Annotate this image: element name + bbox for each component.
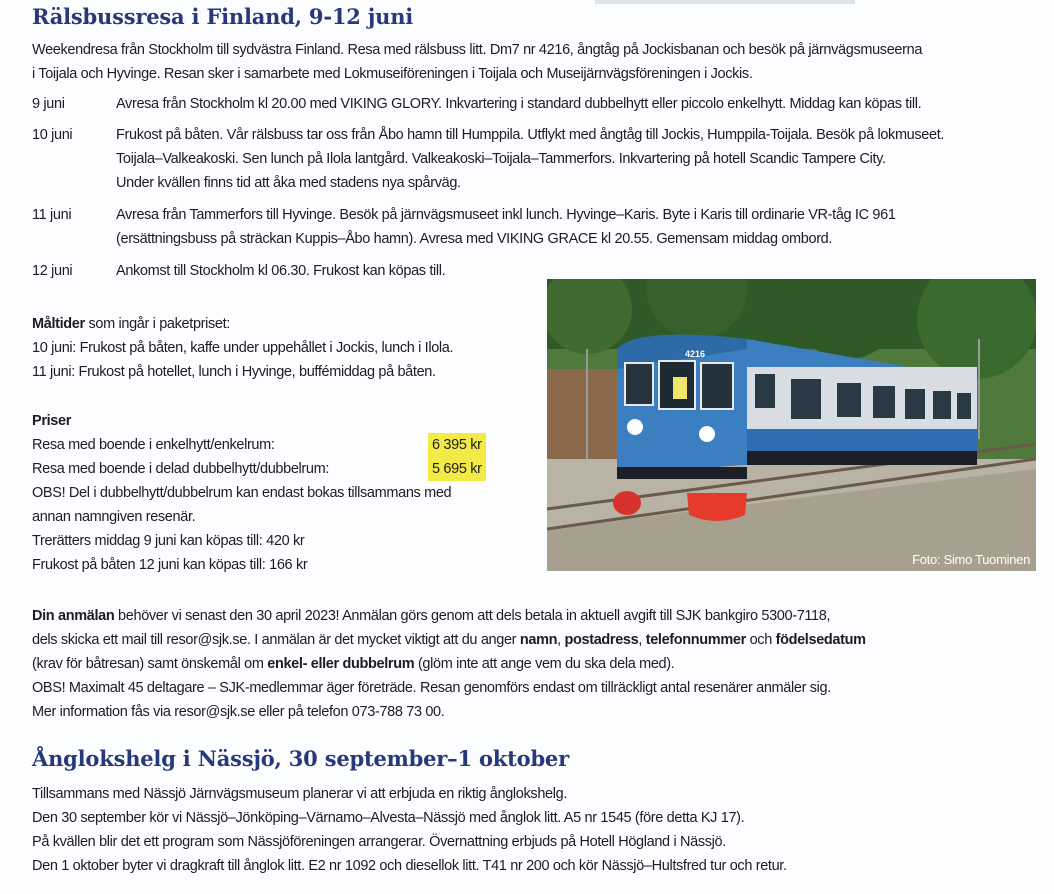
train-number-label: 4216: [685, 349, 706, 359]
itinerary-text: (ersättningsbuss på sträckan Kuppis–Åbo hamn). Avresa med VIKING GRACE kl 20.55. Gemensam middag ombord.: [116, 231, 833, 247]
itinerary-row: [32, 92, 1047, 116]
signup-text: ,: [638, 632, 646, 648]
signup-emph: namn: [519, 632, 558, 648]
railbus-illustration: [547, 279, 1036, 571]
itinerary-date: 11 juni: [32, 207, 72, 223]
signup-emph: telefonnummer: [645, 632, 746, 648]
intro-line: Weekendresa från Stockholm till sydvästra Finland. Resa med rälsbuss litt. Dm7 nr 4216, ångtåg på Jockisbanan och besök på järnvägsmuseerna: [32, 42, 923, 58]
meals-line: 10 juni: Frukost på båten, kaffe under uppehållet i Jockis, lunch i Ilola.: [32, 340, 454, 356]
signup-emph: födelsedatum: [775, 632, 866, 648]
event-line: Den 30 september kör vi Nässjö–Jönköping–Värnamo–Alvesta–Nässjö med ånglok litt. A5 nr 1545 (före detta KJ 17).: [32, 810, 745, 826]
itinerary-date: 10 juni: [32, 127, 73, 143]
photo-credit: Foto: Simo Tuominen: [912, 552, 1030, 567]
itinerary-text: Ankomst till Stockholm kl 06.30. Frukost kan köpas till.: [116, 263, 446, 279]
price-row: [32, 457, 532, 481]
itinerary-date: 9 juni: [32, 96, 65, 112]
itinerary-text: Under kvällen finns tid att åka med stadens nya spårväg.: [116, 175, 461, 191]
itinerary-text: Frukost på båten. Vår rälsbuss tar oss från Åbo hamn till Humppila. Utflykt med ångtåg till Jockis, Humppila-Toijala. Besök på lokmuseet.: [116, 127, 945, 143]
prices-heading: Priser: [32, 413, 72, 429]
signup-emph: postadress: [564, 632, 639, 648]
signup-section: [32, 604, 1032, 724]
event-paragraph: [32, 782, 1032, 878]
event-line: Tillsammans med Nässjö Järnvägsmuseum planerar vi att erbjuda en riktig ånglokshelg.: [32, 786, 568, 802]
price-label: Resa med boende i delad dubbelhytt/dubbelrum:: [32, 461, 330, 477]
event-line: På kvällen blir det ett program som Nässjöföreningen arrangerar. Övernattning erbjuds på Hotell Högland i Nässjö.: [32, 834, 726, 850]
meals-line: 11 juni: Frukost på hotellet, lunch i Hyvinge, buffémiddag på båten.: [32, 364, 436, 380]
itinerary-row: [32, 203, 1047, 251]
price-note: Frukost på båten 12 juni kan köpas till: 166 kr: [32, 557, 308, 573]
signup-text: OBS! Maximalt 45 deltagare – SJK-medlemmar äger företräde. Resan genomförs endast om tillräckligt antal resenärer anmäler sig.: [32, 680, 831, 696]
signup-text: behöver vi senast den 30 april 2023! Anmälan görs genom att dels betala in aktuell avgift till SJK bankgiro 5300-7118,: [114, 608, 831, 624]
page-top-fragment: [595, 0, 855, 4]
price-value: 5 695 kr: [428, 457, 486, 481]
itinerary-text: Avresa från Tammerfors till Hyvinge. Besök på järnvägsmuseet inkl lunch. Hyvinge–Karis. Byte i Karis till ordinarie VR-tåg IC 961: [116, 207, 896, 223]
meals-heading: Måltider: [32, 316, 85, 332]
signup-text: ,: [557, 632, 565, 648]
signup-text: Mer information fås via resor@sjk.se eller på telefon 073-788 73 00.: [32, 704, 445, 720]
intro-line: i Toijala och Hyvinge. Resan sker i samarbete med Lokmuseiföreningen i Toijala och Museijärnvägsföreningen i Jockis.: [32, 66, 753, 82]
intro-paragraph: [32, 38, 1042, 86]
signup-text: (krav för båtresan) samt önskemål om: [32, 656, 268, 672]
itinerary-text: Toijala–Valkeakoski. Sen lunch på Ilola lantgård. Valkeakoski–Toijala–Tammerfors. Inkvartering på hotell Scandic Tampere City.: [116, 151, 886, 167]
itinerary-text: Avresa från Stockholm kl 20.00 med VIKING GLORY. Inkvartering i standard dubbelhytt eller piccolo enkelhytt. Middag kan köpas till.: [116, 96, 922, 112]
signup-text: och: [745, 632, 776, 648]
meals-section: [32, 312, 532, 384]
signup-text: dels skicka ett mail till resor@sjk.se. I anmälan är det mycket viktigt att du anger: [32, 632, 520, 648]
event-line: Den 1 oktober byter vi dragkraft till ånglok litt. E2 nr 1092 och diesellok litt. T41 nr 200 och kör Nässjö–Hultsfred tur och retur.: [32, 858, 787, 874]
train-photo: [547, 279, 1036, 571]
itinerary-date: 12 juni: [32, 263, 73, 279]
price-value: 6 395 kr: [428, 433, 486, 457]
article-title: Ånglokshelg i Nässjö, 30 september–1 oktober: [32, 746, 569, 771]
prices-section: [32, 409, 532, 577]
signup-text: (glöm inte att ange vem du ska dela med).: [414, 656, 675, 672]
price-row: [32, 433, 532, 457]
article-title: Rälsbussresa i Finland, 9-12 juni: [32, 4, 414, 29]
meals-intro: som ingår i paketpriset:: [84, 316, 230, 332]
price-note: annan namngiven resenär.: [32, 509, 196, 525]
price-note: Trerätters middag 9 juni kan köpas till: 420 kr: [32, 533, 305, 549]
itinerary-row: [32, 123, 1047, 195]
signup-heading: Din anmälan: [32, 608, 115, 624]
price-note: OBS! Del i dubbelhytt/dubbelrum kan endast bokas tillsammans med: [32, 485, 452, 501]
price-label: Resa med boende i enkelhytt/enkelrum:: [32, 437, 275, 453]
signup-emph: enkel- eller dubbelrum: [267, 656, 415, 672]
